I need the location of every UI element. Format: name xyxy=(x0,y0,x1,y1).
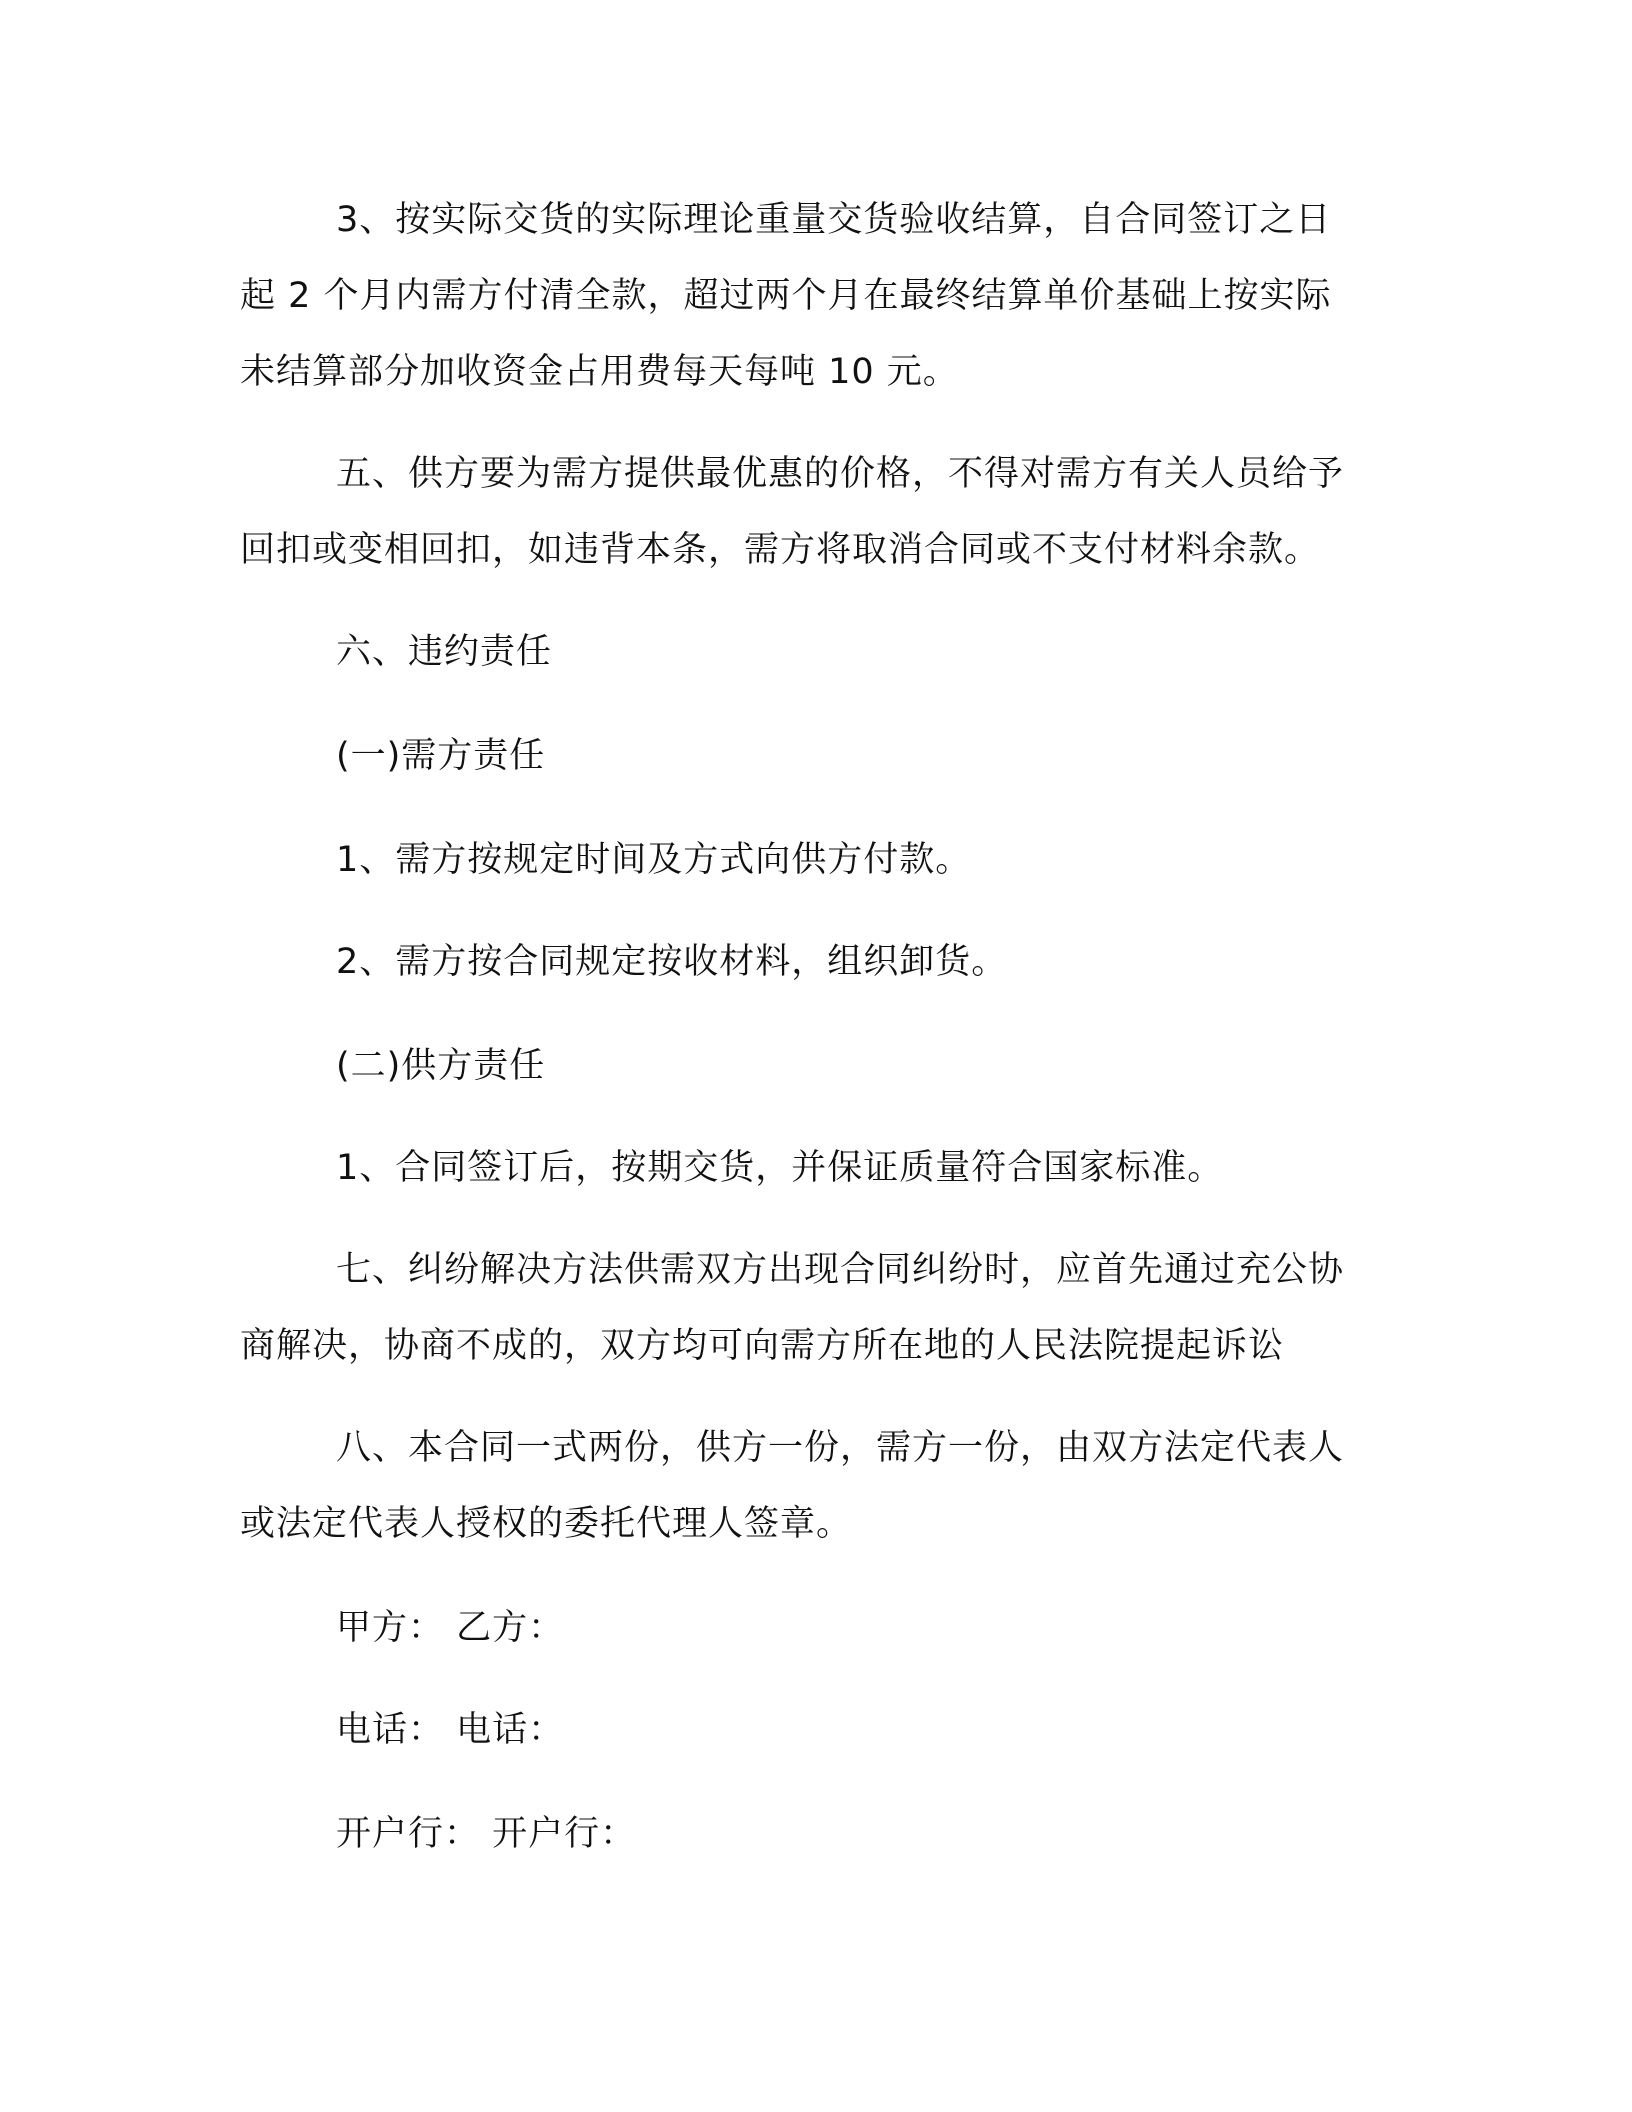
paragraph-8-line-2: 或法定代表人授权的委托代理人签章。 xyxy=(240,1504,853,1544)
paragraph-5-line-1: 五、供方要为需方提供最优惠的价格，不得对需方有关人员给予 xyxy=(336,454,1345,494)
paragraph-3-line-2: 起 2 个月内需方付清全款，超过两个月在最终结算单价基础上按实际 xyxy=(240,276,1332,316)
paragraph-5-line-2: 回扣或变相回扣，如违背本条，需方将取消合同或不支付材料余款。 xyxy=(240,530,1321,570)
phone-label-line: 电话： 电话： xyxy=(336,1710,565,1750)
buyer-responsibility-heading: (一)需方责任 xyxy=(336,736,546,776)
party-label-line: 甲方： 乙方： xyxy=(336,1608,565,1648)
buyer-item-1: 1、需方按规定时间及方式向供方付款。 xyxy=(336,840,972,880)
paragraph-7-line-1: 七、纠纷解决方法供需双方出现合同纠纷时，应首先通过充公协 xyxy=(336,1250,1345,1290)
paragraph-3-line-1: 3、按实际交货的实际理论重量交货验收结算，自合同签订之日 xyxy=(336,200,1332,240)
paragraph-7-line-2: 商解决，协商不成的，双方均可向需方所在地的人民法院提起诉讼 xyxy=(240,1326,1285,1366)
supplier-responsibility-heading: (二)供方责任 xyxy=(336,1046,546,1086)
paragraph-8-line-1: 八、本合同一式两份，供方一份，需方一份，由双方法定代表人 xyxy=(336,1428,1345,1468)
supplier-item-1: 1、合同签订后，按期交货，并保证质量符合国家标准。 xyxy=(336,1148,1224,1188)
buyer-item-2: 2、需方按合同规定按收材料，组织卸货。 xyxy=(336,942,1008,982)
bank-label-line: 开户行： 开户行： xyxy=(336,1814,637,1854)
paragraph-3-line-3: 未结算部分加收资金占用费每天每吨 10 元。 xyxy=(240,352,959,392)
section-6-heading: 六、违约责任 xyxy=(336,632,553,672)
